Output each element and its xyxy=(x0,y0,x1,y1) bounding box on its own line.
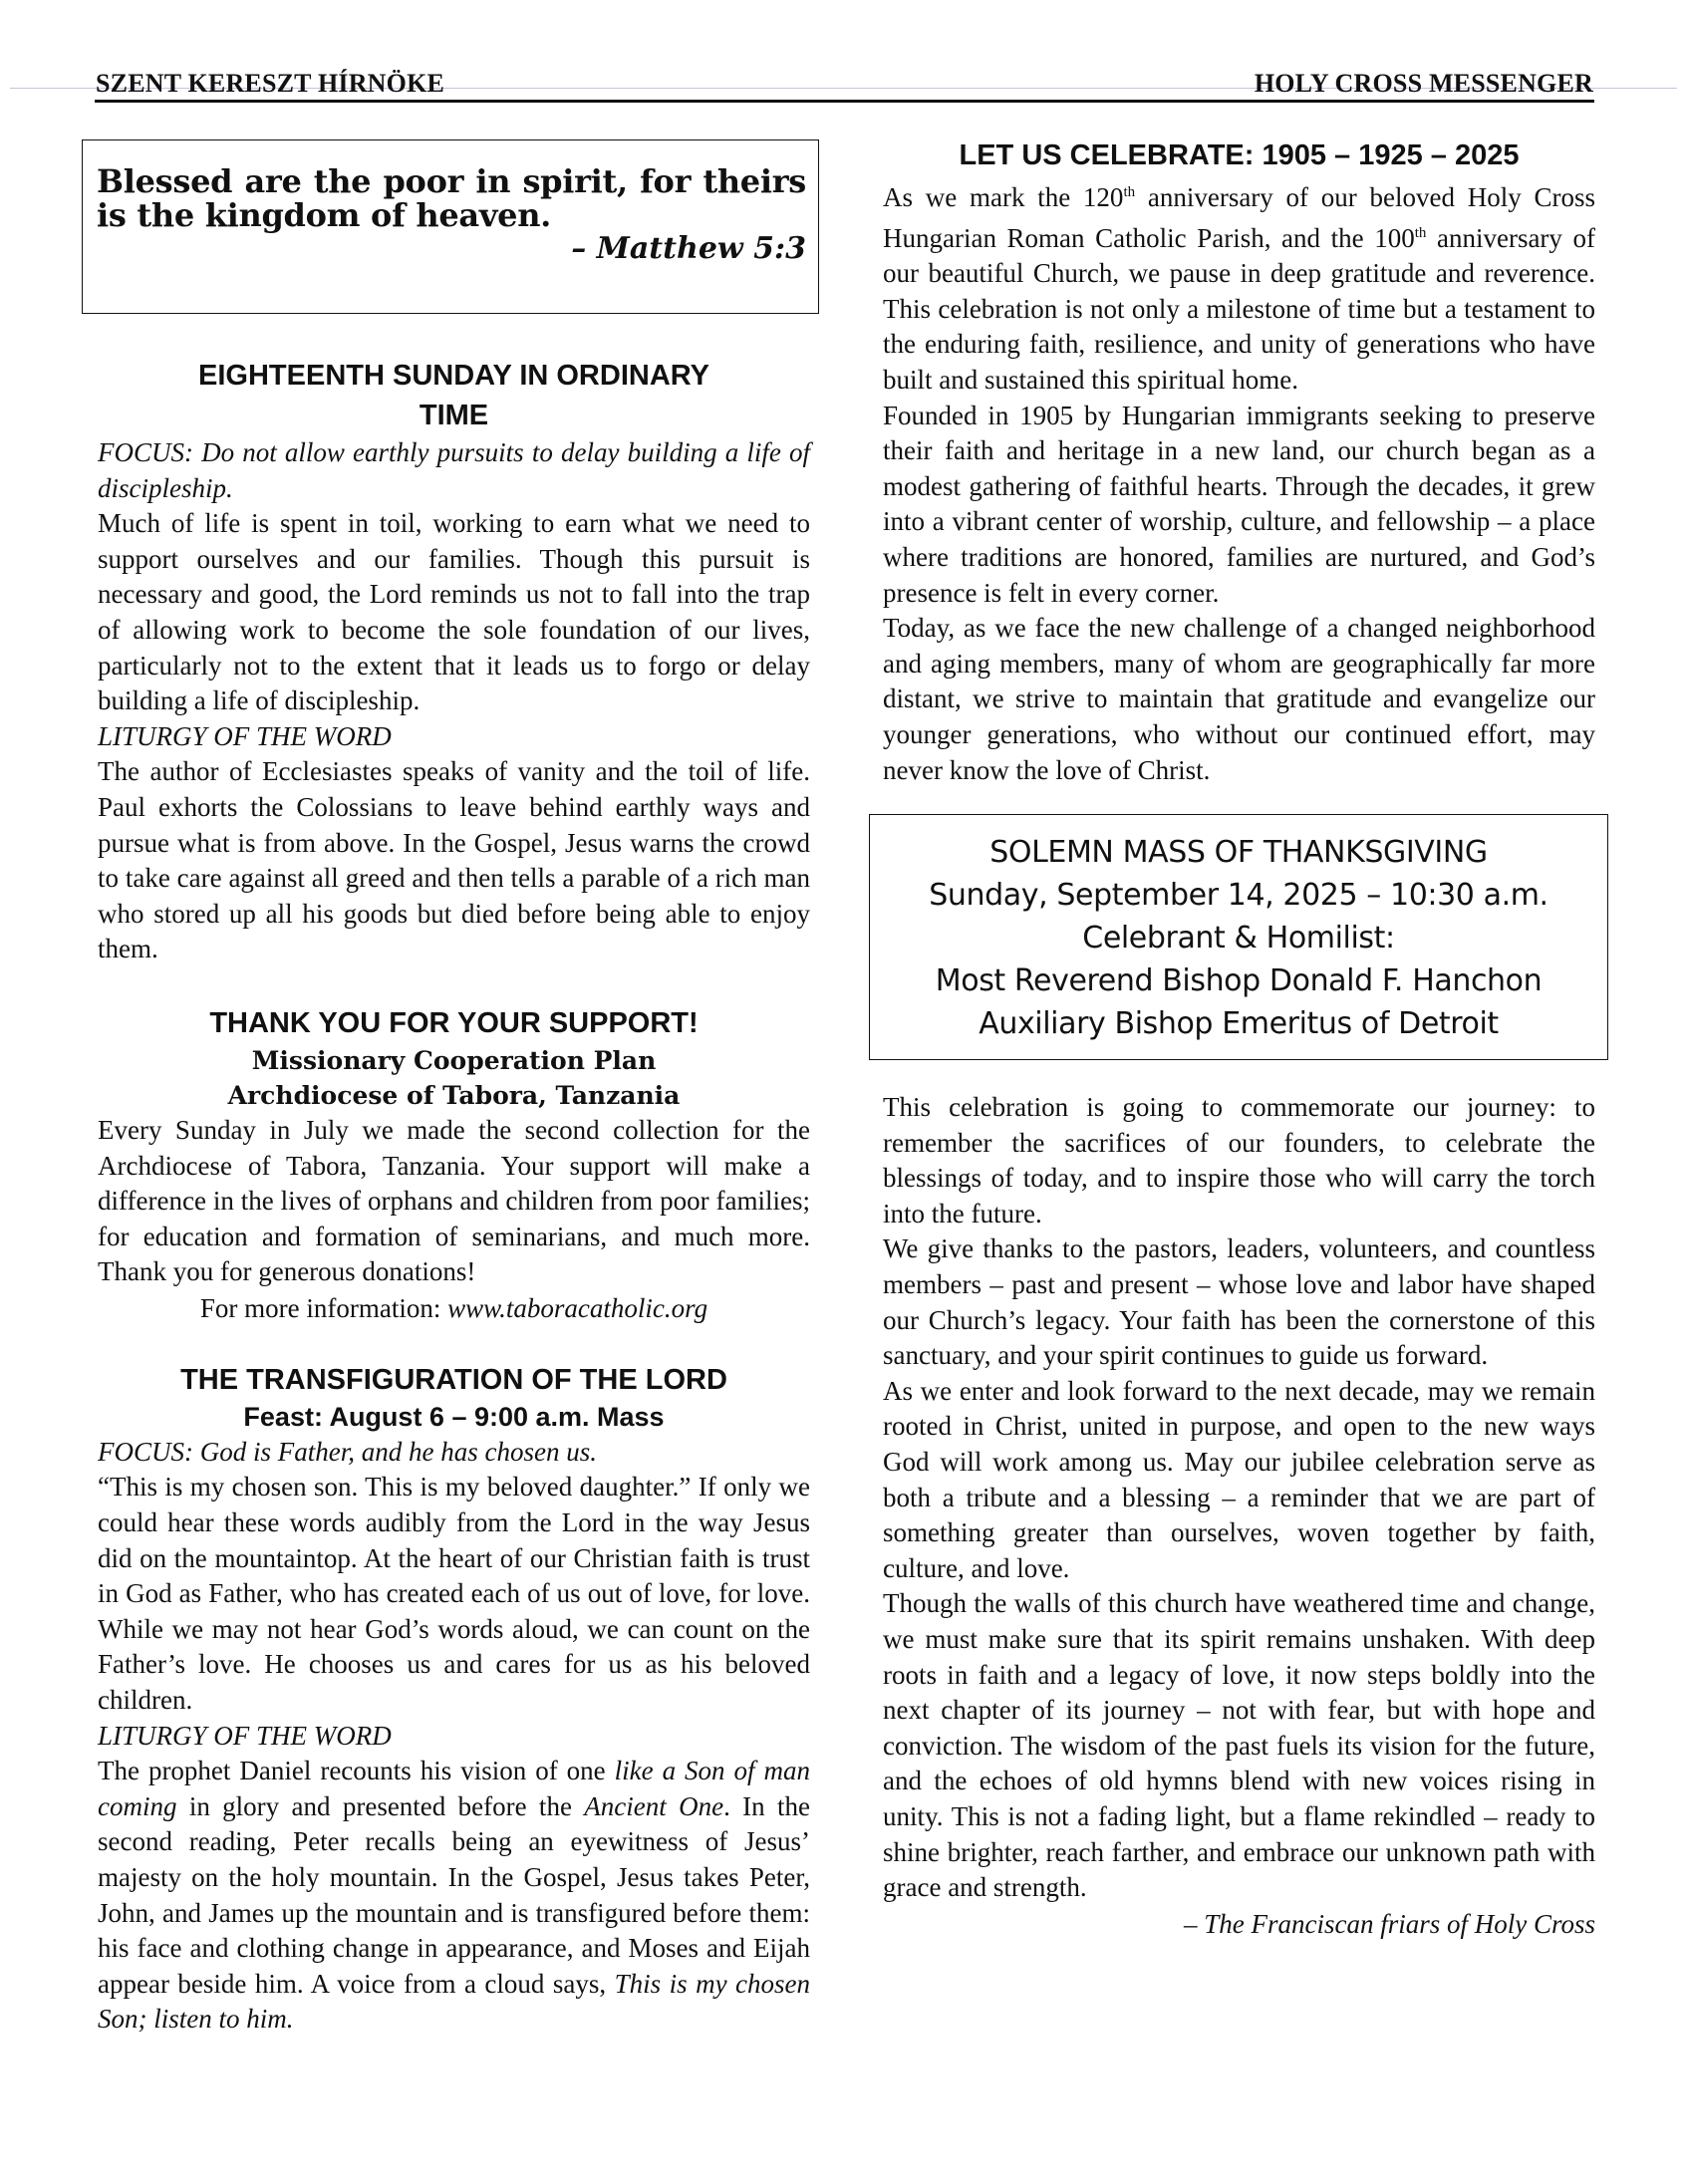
right-column xyxy=(883,139,1595,1942)
mass-datetime: Sunday, September 14, 2025 – 10:30 a.m. xyxy=(929,878,1548,914)
mass-celebrant-label: Celebrant & Homilist: xyxy=(1082,921,1395,956)
ordinal-suffix: th xyxy=(1123,184,1136,200)
section-paragraph xyxy=(98,1754,810,2038)
focus-text: FOCUS: God is Father, and he has chosen us. xyxy=(98,1436,597,1467)
scripture-quote: Blessed are the poor in spirit, for theirs is the kingdom of heaven. xyxy=(97,162,806,234)
text-run: anniversary of our beloved Holy Cross Hungarian Roman Catholic Parish, and the 100 xyxy=(883,182,1595,253)
signature: – The Franciscan friars of Holy Cross xyxy=(1183,1908,1595,1939)
focus-text: FOCUS: Do not allow earthly pursuits to delay building a life of discipleship. xyxy=(98,437,810,503)
commemoration-section xyxy=(883,1090,1595,1942)
section-paragraph: We give thanks to the pastors, leaders, volunteers, and countless members – past and present – whose love and labor have shaped our Church’s legacy. Your faith has been the cornerstone of this sanctuary, and your spirit continues to guide us forward. xyxy=(883,1233,1595,1371)
more-info-line xyxy=(98,1290,810,1326)
liturgy-label: LITURGY OF THE WORD xyxy=(98,1720,392,1751)
section-paragraph: Today, as we face the new challenge of a changed neighborhood and aging members, many of whom are geographically far more distant, we strive to maintain that gratitude and evangelize our younger generations, who without our continued effort, may never know the love of Christ. xyxy=(883,613,1595,785)
section-subtitle: Archdiocese of Tabora, Tanzania xyxy=(227,1080,681,1110)
ordinal-suffix: th xyxy=(1414,224,1427,241)
mass-title: SOLEMN MASS OF THANKSGIVING xyxy=(989,835,1488,871)
section-paragraph: Every Sunday in July we made the second collection for the Archdiocese of Tabora, Tanzania. Your support will make a difference in the lives of orphans and children from poor families; for education and formation of seminarians, and much more. Thank you for generous donations! xyxy=(98,1114,810,1287)
section-paragraph: “This is my chosen son. This is my beloved daughter.” If only we could hear these words audibly from the Lord in the way Jesus did on the mountaintop. At the heart of our Christian faith is trust in God as Father, who has created each of us out of love, for love. While we may not hear God’s words aloud, we can count on the Father’s love. He chooses us and cares for us as his beloved children. xyxy=(98,1472,810,1716)
text-run: in glory and presented before the xyxy=(176,1790,585,1821)
section-paragraph: As we enter and look forward to the next decade, may we remain rooted in Christ, united in purpose, and open to the new ways God will work among us. May our jubilee celebration serve as both a tribute and a blessing – a reminder that we are part of something greater than ourselves, woven together by faith, culture, and love. xyxy=(883,1375,1595,1583)
mass-celebrant-name: Most Reverend Bishop Donald F. Hanchon xyxy=(935,963,1543,999)
text-run: . In the second reading, Peter recalls being an eyewitness of Jesus’ majesty on the holy mountain. In the Gospel, Jesus takes Peter, John, and James up the mountain and is transfigured before them: his face and clothing change in appearance, and Moses and Eijah appear beside him. A voice from a cloud says, xyxy=(98,1790,810,1999)
text-run: The prophet Daniel recounts his vision of one xyxy=(98,1756,615,1786)
section-paragraph: Founded in 1905 by Hungarian immigrants seeking to preserve their faith and heritage in a new land, our church began as a modest gathering of faithful hearts. Through the decades, it grew into a vibrant center of worship, culture, and fellowship – a place where traditions are honored, families are nurtured, and God’s presence is felt in every corner. xyxy=(883,400,1595,608)
header-hungarian-title: SZENT KERESZT HÍRNÖKE xyxy=(96,69,445,98)
scripture-citation: – Matthew 5:3 xyxy=(571,231,806,266)
section-title: LET US CELEBRATE: 1905 – 1925 – 2025 xyxy=(959,139,1520,171)
section-title: THE TRANSFIGURATION OF THE LORD xyxy=(180,1363,727,1396)
text-run-italic: This is my chosen Son; listen to him. xyxy=(98,1968,810,2035)
section-title: EIGHTEENTH SUNDAY IN ORDINARY xyxy=(198,360,709,392)
liturgy-label: LITURGY OF THE WORD xyxy=(98,720,392,751)
text-run-italic: like a Son of man coming xyxy=(98,1756,810,1821)
text-run: anniversary of our beautiful Church, we pause in deep gratitude and reverence. This celebration is not only a milestone of time but a testament to the enduring faith, resilience, and unity of generations who have built and sustained this spiritual home. xyxy=(883,222,1596,395)
left-column xyxy=(98,139,810,2038)
thank-you-section xyxy=(98,1003,810,1326)
header-english-title: HOLY CROSS MESSENGER xyxy=(1254,69,1593,98)
section-paragraph: Much of life is spent in toil, working to earn what we need to support ourselves and our families. Though this pursuit is necessary and good, the Lord reminds us not to fall into the trap of allowing work to become the sole foundation of our lives, particularly not to the extent that it leads us to forgo or delay building a life of discipleship. xyxy=(98,508,810,716)
text-run: As we mark the 120 xyxy=(883,182,1124,212)
section-title-cont: TIME xyxy=(419,400,489,431)
section-paragraph xyxy=(883,175,1595,399)
mass-celebrant-title: Auxiliary Bishop Emeritus of Detroit xyxy=(979,1006,1499,1042)
celebrate-section xyxy=(883,136,1595,788)
tabora-website-link[interactable]: www.taboracatholic.org xyxy=(447,1292,708,1323)
more-info-label: For more information: xyxy=(199,1292,448,1323)
section-paragraph: Though the walls of this church have weathered time and change, we must make sure that its spirit remains unshaken. With deep roots in faith and a legacy of love, it now steps boldly into the next chapter of its journey – not with fear, but with hope and conviction. The wisdom of the past fuels its vision for the future, and the echoes of old hymns blend with new voices rising in unity. This is not a fading light, but a flame rekindled – ready to shine brighter, reach farther, and embrace our unknown path with grace and strength. xyxy=(883,1588,1595,1903)
section-title: THANK YOU FOR YOUR SUPPORT! xyxy=(209,1006,699,1039)
section-subtitle: Missionary Cooperation Plan xyxy=(251,1045,657,1075)
eighteenth-sunday-section xyxy=(98,356,810,967)
section-subtitle: Feast: August 6 – 9:00 a.m. Mass xyxy=(243,1401,665,1432)
solemn-mass-box xyxy=(869,814,1608,1060)
scripture-quote-box xyxy=(82,139,819,314)
section-paragraph: This celebration is going to commemorate our journey: to remember the sacrifices of our founders, to celebrate the blessings of today, and to inspire those who will carry the torch into the future. xyxy=(883,1092,1595,1228)
page-header xyxy=(0,60,1687,104)
section-paragraph: The author of Ecclesiastes speaks of vanity and the toil of life. Paul exhorts the Colossians to leave behind earthly ways and pursue what is from above. In the Gospel, Jesus warns the crowd to take care against all greed and then tells a parable of a rich man who stored up all his goods but died before being able to enjoy them. xyxy=(98,756,810,964)
header-rule xyxy=(95,100,1594,103)
transfiguration-section xyxy=(98,1360,810,2038)
text-run-italic: Ancient One xyxy=(584,1790,724,1821)
